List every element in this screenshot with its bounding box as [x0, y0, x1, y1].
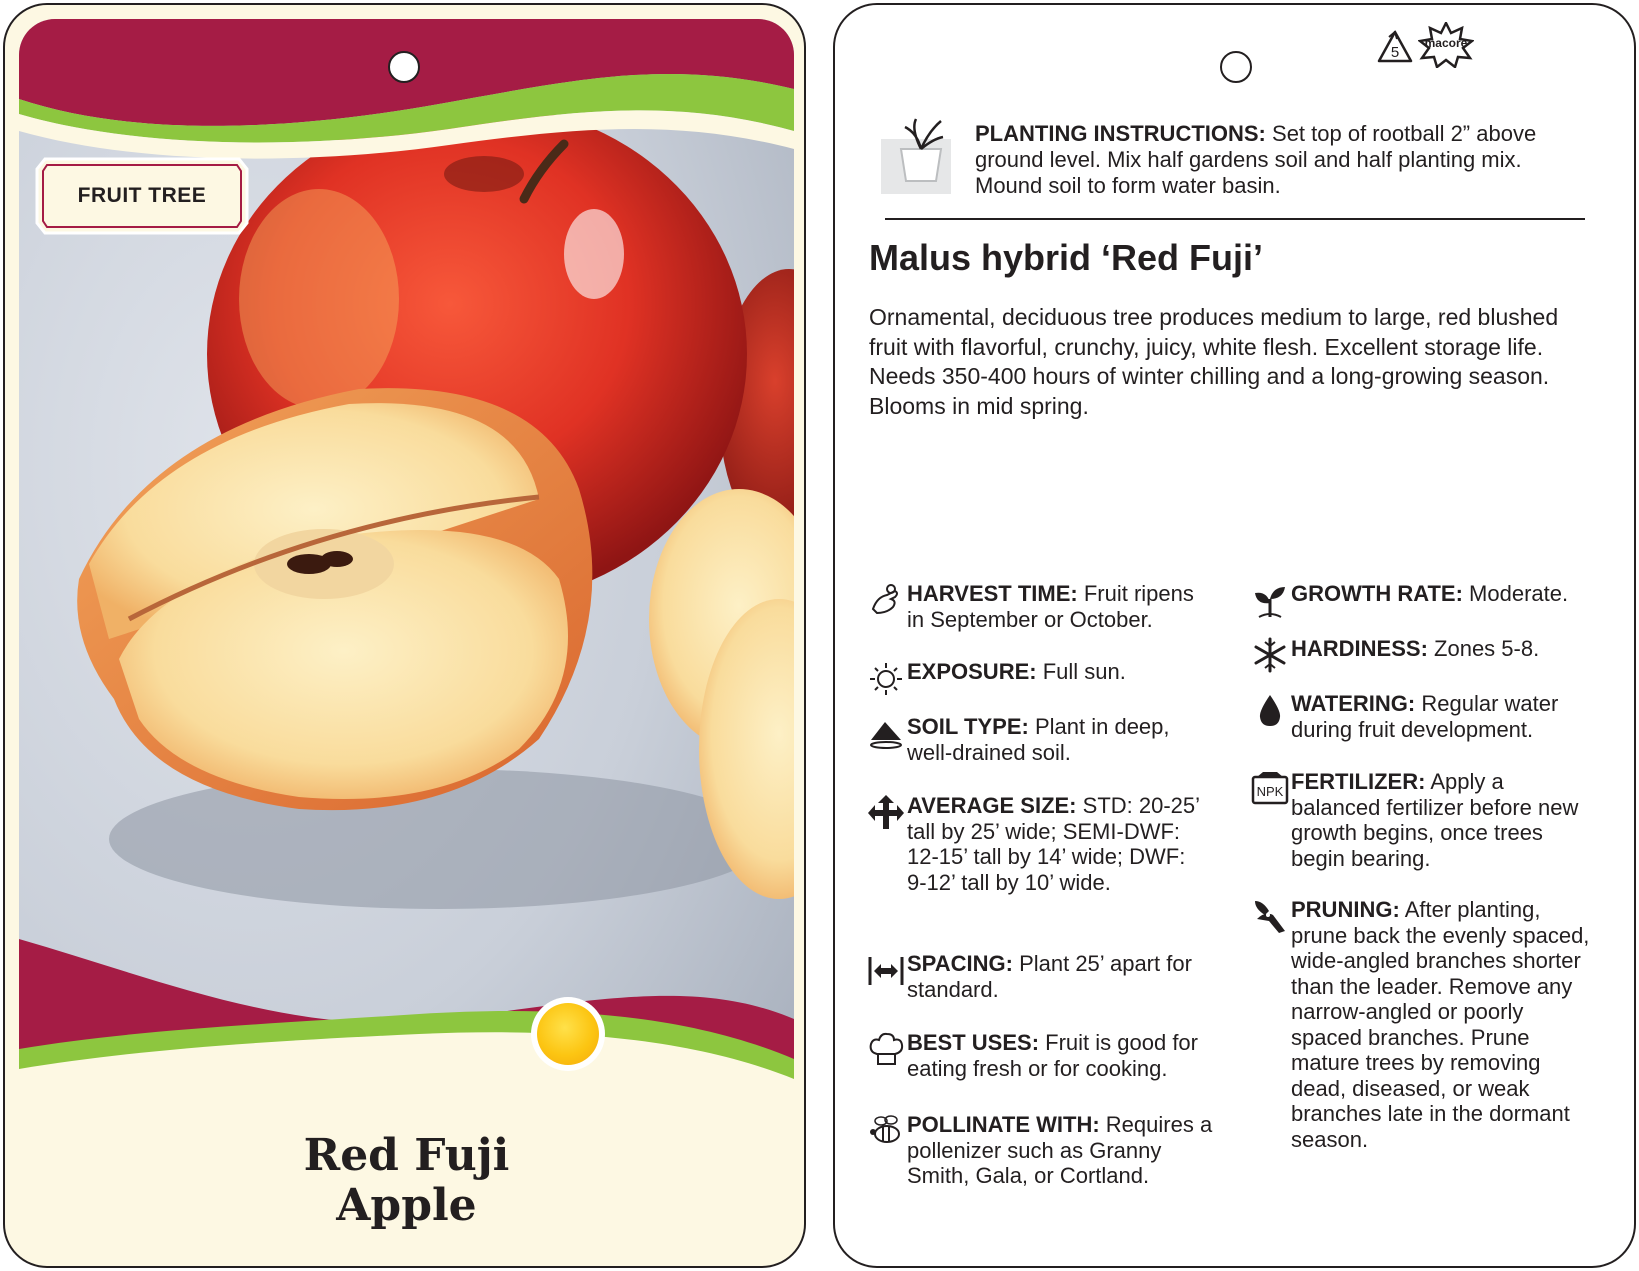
attribute-label: EXPOSURE: [907, 659, 1037, 684]
plant-description: Ornamental, deciduous tree produces medium to large, red blushed fruit with flavorful, crunchy, juicy, white flesh. Excellent storage life. Needs 350-400 hours of winter chilling and a long-growing season. Blooms in mid spring. [869, 304, 1559, 419]
plant-tag-front [3, 3, 806, 1268]
size-arrows-icon [867, 793, 905, 831]
plant-name-line-2: Apple [336, 1180, 477, 1231]
attribute-text: Regular water during fruit development. [1291, 691, 1559, 742]
attribute-label: BEST USES: [907, 1030, 1040, 1055]
planting-instructions [881, 105, 1601, 215]
attribute-text: Plant 25’ apart for standard. [907, 951, 1192, 1002]
attribute-label: FERTILIZER: [1291, 769, 1426, 794]
attribute-text: After planting, prune back the evenly spaced, wide-angled branches shorter than the leader. Remove any narrow-angled or poorly spaced branches. Prune mature trees by removing dead, diseased, or weak branches late in the dormant season. [1291, 897, 1590, 1152]
attribute-label: WATERING: [1291, 691, 1416, 716]
hang-hole [1220, 51, 1252, 83]
botanical-name: Malus hybrid ‘Red Fuji’ [869, 237, 1264, 278]
attribute-text: Moderate. [1469, 581, 1569, 606]
attribute-label: PRUNING: [1291, 897, 1400, 922]
recycle-icon [1375, 29, 1415, 67]
plant-tag-back [833, 3, 1636, 1268]
divider [885, 218, 1585, 220]
planting-instructions-text [975, 121, 1595, 199]
attribute-text: Plant in deep, well-drained soil. [907, 714, 1170, 765]
planting-instructions-label: PLANTING INSTRUCTIONS: [975, 121, 1266, 146]
sun-icon [867, 659, 905, 697]
attribute-text: Fruit ripens in September or October. [907, 581, 1194, 632]
attribute-text: Fruit is good for eating fresh or for cooking. [907, 1030, 1198, 1081]
pruners-icon [1251, 897, 1289, 935]
plant-name-line-1: Red Fuji [303, 1130, 510, 1181]
snowflake-icon [1251, 636, 1289, 674]
recycle-number: 5 [1390, 44, 1400, 61]
planting-instructions-body: Set top of rootball 2” above ground level. Mix half gardens soil and half planting mix. Mound soil to form water basin. [975, 121, 1537, 198]
sprout-icon [1251, 581, 1289, 619]
attribute-label: HARDINESS: [1291, 636, 1428, 661]
category-badge [35, 157, 249, 235]
chef-hat-icon [867, 1030, 905, 1068]
attribute-label: GROWTH RATE: [1291, 581, 1463, 606]
attribute-text: STD: 20-25’ tall by 25’ wide; SEMI-DWF: 12-15’ tall by 14’ wide; DWF: 9-12’ tall by 10’ wide. [907, 793, 1200, 895]
soil-icon [867, 714, 905, 752]
attribute-label: AVERAGE SIZE: [907, 793, 1077, 818]
full-sun-indicator-icon [531, 997, 605, 1071]
npk-icon-text: NPK [1256, 784, 1284, 799]
attribute-label: POLLINATE WITH: [907, 1112, 1100, 1137]
macore-logo [1418, 22, 1474, 68]
attribute-text: Apply a balanced fertilizer before new growth begins, once trees begin bearing. [1291, 769, 1579, 871]
hang-hole [388, 51, 420, 83]
spacing-icon [867, 951, 905, 989]
attribute-text: Zones 5-8. [1434, 636, 1540, 661]
attribute-label: SOIL TYPE: [907, 714, 1029, 739]
category-label: FRUIT TREE [77, 184, 207, 207]
attribute-text: Requires a pollenizer such as Granny Smith, Gala, or Cortland. [907, 1112, 1213, 1188]
water-drop-icon [1251, 691, 1289, 729]
plant-common-name [5, 1131, 806, 1231]
harvest-icon [867, 581, 905, 619]
npk-icon [1251, 769, 1289, 807]
attribute-text: Full sun. [1042, 659, 1126, 684]
bee-icon [867, 1112, 905, 1150]
attribute-label: HARVEST TIME: [907, 581, 1078, 606]
macore-logo-text: macore [1424, 36, 1468, 50]
attribute-label: SPACING: [907, 951, 1013, 976]
planting-pot-icon [881, 109, 971, 199]
